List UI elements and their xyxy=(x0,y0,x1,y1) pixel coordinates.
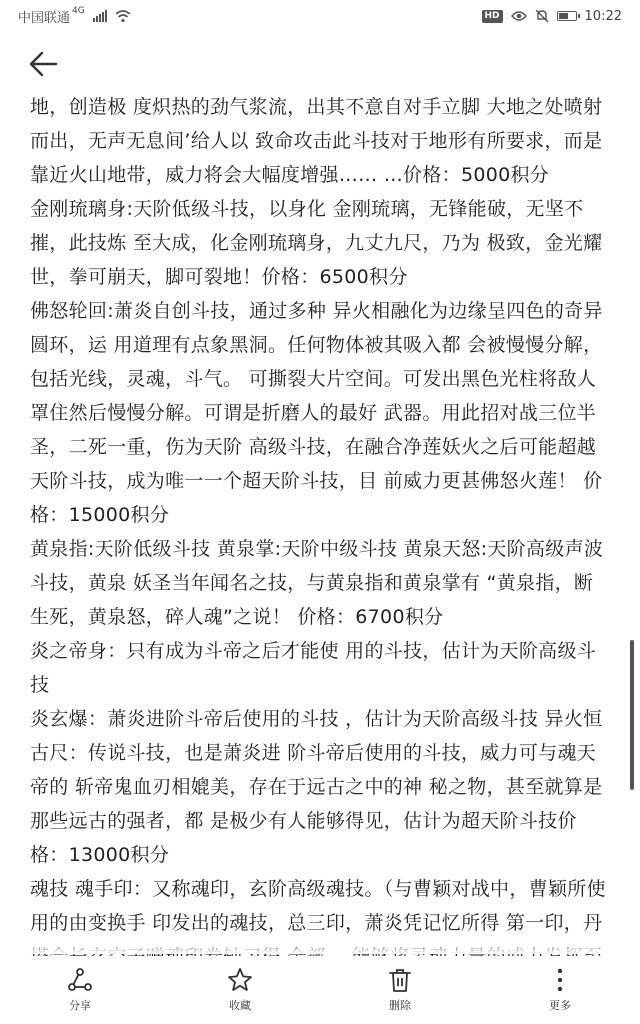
paragraph: 魂技 魂手印：又称魂印，玄阶高级魂技。（与曹颖对战中，曹颖所使用的由变换手 印发出的魂技，总三印，萧炎凭记忆所得 第一印，丹 xyxy=(30,878,606,934)
paragraph: 金刚琉璃身:天阶低级斗技，以身化 金刚琉璃，无锋能破，无坚不摧，此技炼 至大成，化金刚琉璃身，九丈九尺，乃为 极致，金光耀世，拳可崩天，脚可裂地！价格：6500积分 xyxy=(30,198,603,288)
scrollbar-thumb[interactable] xyxy=(630,640,634,790)
delete-label: 删除 xyxy=(389,999,411,1012)
wifi-icon xyxy=(115,9,131,23)
signal-icon xyxy=(93,10,107,22)
paragraph: 佛怒轮回:萧炎自创斗技，通过多种 异火相融化为边缘呈四色的奇异圆环，运 用道理有点象黑洞。任何物体被其吸入都 会被慢慢分解，包括光线，灵魂，斗气。 可撕裂大片空间。可发出黑色光柱将敌人罩住然后慢慢分解。可谓是折磨人的最好 武器。用此招对战三位半圣，二死一重，伤为天阶 高级斗技，在融合净莲妖火之后可能超越天阶斗技，成为唯一一个超天阶斗技，目 前威力更甚佛怒火莲！ 价格：15000积分 xyxy=(30,300,603,526)
eye-icon xyxy=(511,10,527,22)
status-time: 10:22 xyxy=(584,8,622,24)
star-icon xyxy=(227,967,253,993)
paragraph: 地，创造极 度炽热的劲气浆流，出其不意自对手立脚 大地之处喷射而出，无声无息间’给人以 致命攻击此斗技对于地形有所要求，而是靠近火山地带，威力将会大幅度增强…… …价格：5000积分 xyxy=(30,96,603,186)
mute-bell-icon xyxy=(535,9,549,23)
share-button[interactable] xyxy=(35,967,125,1013)
favorite-button[interactable] xyxy=(195,967,285,1013)
network-type: 4G xyxy=(72,6,85,16)
trash-icon xyxy=(387,967,413,993)
status-bar xyxy=(0,0,640,32)
back-button[interactable] xyxy=(26,46,62,82)
share-icon xyxy=(67,967,93,993)
status-right xyxy=(482,9,622,24)
share-label: 分享 xyxy=(69,999,91,1012)
battery-fill xyxy=(559,13,568,19)
paragraph: 炎之帝身：只有成为斗帝之后才能使 用的斗技，估计为天阶高级斗技 xyxy=(30,640,597,696)
status-left xyxy=(18,7,131,26)
delete-button[interactable] xyxy=(355,967,445,1013)
battery-icon xyxy=(557,11,577,21)
bottom-toolbar xyxy=(0,956,640,1024)
paragraph: 黄泉指:天阶低级斗技 黄泉掌:天阶中级斗技 黄泉天怒:天阶高级声波斗技，黄泉 妖圣当年闻名之技，与黄泉指和黄泉掌有 “黄泉指，断生死，黄泉怒，碎人魂”之说！ 价格：6700积分 xyxy=(30,538,604,628)
favorite-label: 收藏 xyxy=(229,999,251,1012)
more-button[interactable] xyxy=(515,967,605,1013)
paragraph: 炎玄爆：萧炎进阶斗帝后使用的斗技 ，估计为天阶高级斗技 异火恒古尺：传说斗技，也是萧炎进 阶斗帝后使用的斗技，威力可与魂天帝的 斩帝鬼血刃相媲美，存在于远古之中的神 秘之物，甚至就算是那些远古的强者，都 是极少有人能够得见，估计为超天阶斗技价格：13000积分 xyxy=(30,708,603,866)
article-content xyxy=(30,90,612,954)
more-vertical-icon xyxy=(547,967,573,993)
carrier-name: 中国联通 xyxy=(18,10,71,26)
hd-badge: HD xyxy=(482,10,503,23)
more-label: 更多 xyxy=(549,999,571,1012)
back-arrow-icon xyxy=(26,46,62,82)
